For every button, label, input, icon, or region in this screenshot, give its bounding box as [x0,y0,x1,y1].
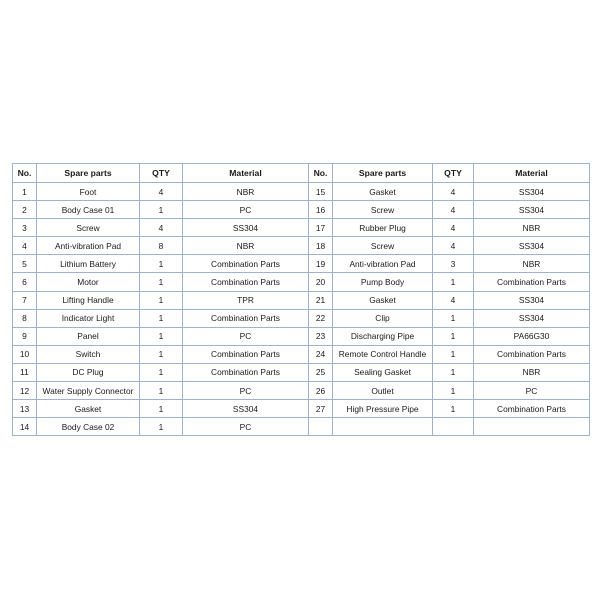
part-qty: 1 [140,327,183,345]
part-name: Outlet [333,382,433,400]
part-number: 13 [13,400,37,418]
spare-parts-table [12,163,590,436]
part-material: PC [183,418,309,436]
part-material: Combination Parts [474,273,590,291]
part-qty: 4 [140,183,183,201]
part-name: Water Supply Connector [37,382,140,400]
part-name: Gasket [333,291,433,309]
table-row [13,201,590,219]
part-material: PA66G30 [474,327,590,345]
part-material: SS304 [183,219,309,237]
part-number: 12 [13,382,37,400]
part-name: Body Case 01 [37,201,140,219]
part-number: 27 [309,400,333,418]
part-number: 2 [13,201,37,219]
part-name: Screw [37,219,140,237]
part-material: PC [183,327,309,345]
part-name: Lifting Handle [37,291,140,309]
table-row [13,345,590,363]
part-material: PC [183,382,309,400]
table-row [13,400,590,418]
part-material: SS304 [183,400,309,418]
part-name: Foot [37,183,140,201]
part-number: 9 [13,327,37,345]
header-spare-parts: Spare parts [333,164,433,183]
header-qty: QTY [140,164,183,183]
part-qty: 4 [433,237,474,255]
part-material: Combination Parts [183,255,309,273]
part-number: 18 [309,237,333,255]
part-name: Pump Body [333,273,433,291]
part-name: Clip [333,309,433,327]
table-row [13,363,590,381]
table-row [13,255,590,273]
part-material: PC [183,201,309,219]
part-material: Combination Parts [183,273,309,291]
part-qty: 8 [140,237,183,255]
part-number: 14 [13,418,37,436]
part-qty: 1 [140,382,183,400]
part-number: 1 [13,183,37,201]
table-header-row [13,164,590,183]
part-qty: 1 [140,255,183,273]
part-number: 16 [309,201,333,219]
header-material: Material [474,164,590,183]
part-number: 11 [13,363,37,381]
part-material: NBR [474,363,590,381]
table-row [13,327,590,345]
header-qty: QTY [433,164,474,183]
part-qty: 1 [433,327,474,345]
part-name: Motor [37,273,140,291]
part-material [474,418,590,436]
part-qty: 1 [433,309,474,327]
part-material: SS304 [474,309,590,327]
part-name: Screw [333,201,433,219]
part-name: Screw [333,237,433,255]
header-material: Material [183,164,309,183]
part-number: 21 [309,291,333,309]
part-qty: 1 [140,309,183,327]
table-row [13,183,590,201]
part-name: Panel [37,327,140,345]
part-name: Indicator Light [37,309,140,327]
part-material: SS304 [474,237,590,255]
part-qty: 1 [140,400,183,418]
part-name: Discharging Pipe [333,327,433,345]
table-row [13,382,590,400]
part-number: 22 [309,309,333,327]
part-material: SS304 [474,291,590,309]
table-row [13,237,590,255]
part-name: Switch [37,345,140,363]
part-number: 24 [309,345,333,363]
part-qty: 4 [433,201,474,219]
header-spare-parts: Spare parts [37,164,140,183]
part-name: Gasket [37,400,140,418]
part-name: Sealing Gasket [333,363,433,381]
table-row [13,273,590,291]
part-qty: 3 [433,255,474,273]
part-material: SS304 [474,201,590,219]
header-no: No. [13,164,37,183]
part-qty: 1 [140,273,183,291]
table-row [13,309,590,327]
part-number: 6 [13,273,37,291]
part-number: 20 [309,273,333,291]
part-qty: 4 [433,183,474,201]
part-material: NBR [183,237,309,255]
part-name [333,418,433,436]
part-qty: 4 [140,219,183,237]
part-material: NBR [474,255,590,273]
part-qty: 1 [140,201,183,219]
part-number: 23 [309,327,333,345]
part-qty: 1 [433,400,474,418]
table-row [13,291,590,309]
part-qty: 1 [433,382,474,400]
part-name: DC Plug [37,363,140,381]
part-qty: 1 [433,345,474,363]
table-row [13,219,590,237]
table-body [13,183,590,436]
part-name: Anti-vibration Pad [37,237,140,255]
part-number: 3 [13,219,37,237]
part-material: Combination Parts [183,345,309,363]
part-qty [433,418,474,436]
part-material: Combination Parts [183,363,309,381]
part-material: NBR [183,183,309,201]
part-number: 25 [309,363,333,381]
part-number [309,418,333,436]
part-number: 26 [309,382,333,400]
part-qty: 4 [433,291,474,309]
part-material: NBR [474,219,590,237]
part-name: Remote Control Handle [333,345,433,363]
part-material: Combination Parts [474,345,590,363]
part-qty: 4 [433,219,474,237]
part-number: 8 [13,309,37,327]
part-qty: 1 [140,418,183,436]
part-name: Rubber Plug [333,219,433,237]
part-qty: 1 [140,345,183,363]
part-material: TPR [183,291,309,309]
part-number: 5 [13,255,37,273]
table-row [13,418,590,436]
part-number: 7 [13,291,37,309]
part-qty: 1 [433,273,474,291]
part-qty: 1 [140,363,183,381]
part-material: Combination Parts [474,400,590,418]
part-material: Combination Parts [183,309,309,327]
part-material: SS304 [474,183,590,201]
part-material: PC [474,382,590,400]
part-number: 17 [309,219,333,237]
part-number: 4 [13,237,37,255]
part-qty: 1 [140,291,183,309]
part-name: Gasket [333,183,433,201]
part-name: High Pressure Pipe [333,400,433,418]
part-number: 19 [309,255,333,273]
part-name: Anti-vibration Pad [333,255,433,273]
part-number: 15 [309,183,333,201]
part-name: Body Case 02 [37,418,140,436]
part-qty: 1 [433,363,474,381]
header-no: No. [309,164,333,183]
part-number: 10 [13,345,37,363]
part-name: Lithium Battery [37,255,140,273]
